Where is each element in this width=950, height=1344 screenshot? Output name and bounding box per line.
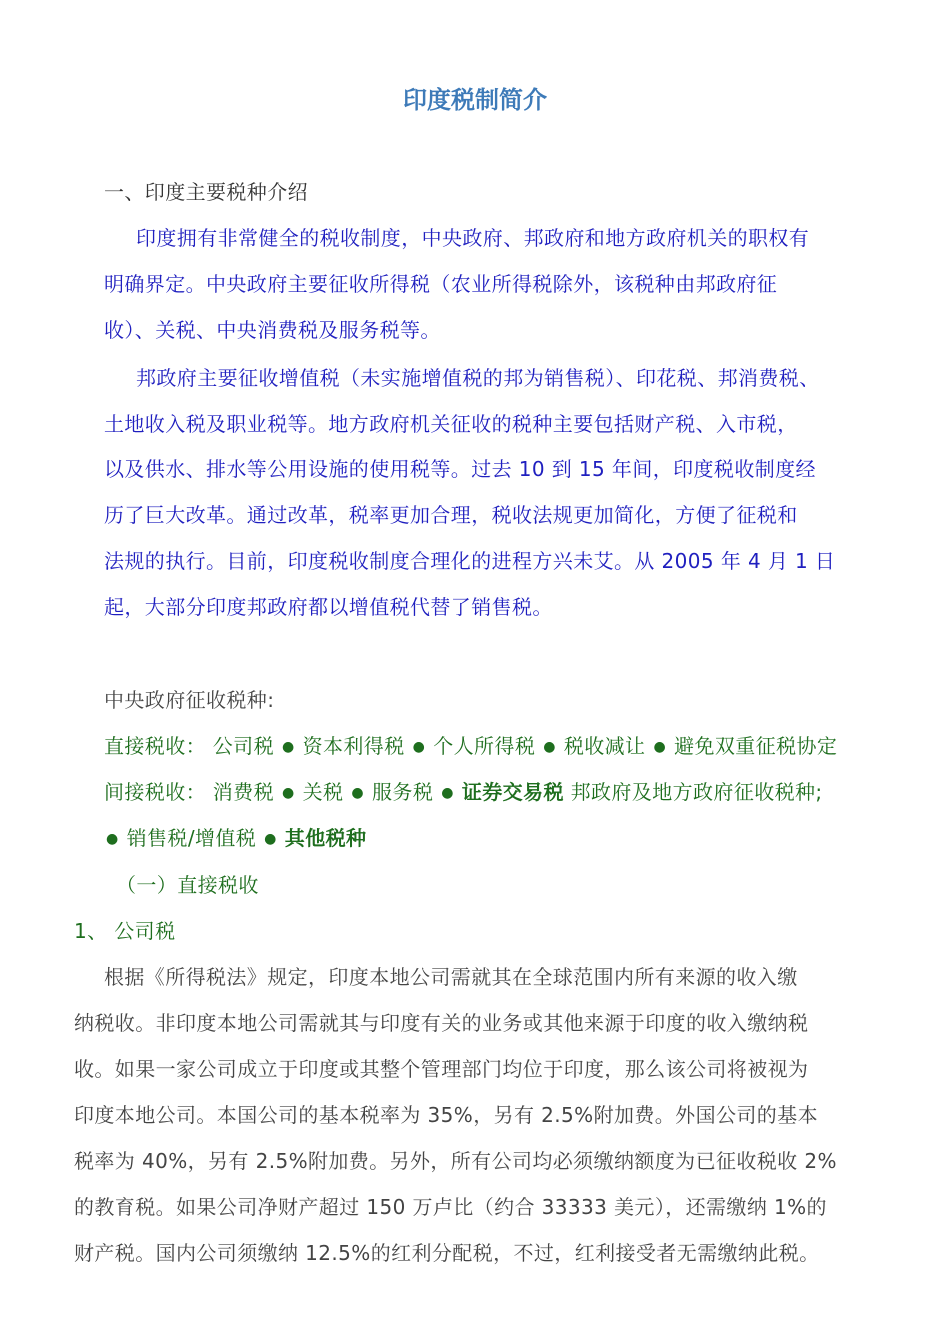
bullet-icon: ●: [412, 739, 426, 755]
para2-line-5: 法规的执行。目前，印度税收制度合理化的进程方兴未艾。从 2005 年 4 月 1 日: [104, 549, 836, 573]
para2-line-2: 土地收入税及职业税等。地方政府机关征收的税种主要包括财产税、入市税，: [104, 412, 798, 436]
direct-tax-item: 个人所得税: [433, 734, 536, 758]
para2-line-1: 邦政府主要征收增值税（未实施增值税的邦为销售税）、印花税、邦消费税、: [136, 366, 820, 390]
subsection-heading: （一）直接税收: [116, 873, 259, 897]
page-title: 印度税制简介: [403, 86, 547, 114]
bullet-icon: ●: [281, 785, 295, 801]
direct-tax-item: 税收减让: [563, 734, 646, 758]
indirect-taxes-line: [104, 778, 823, 807]
bullet-icon: ●: [281, 739, 295, 755]
state-tax-item: 销售税/增值税: [126, 826, 257, 850]
item-heading: 1、 公司税: [74, 919, 176, 943]
bullet-icon: ●: [653, 739, 667, 755]
bullet-icon: ●: [106, 831, 119, 847]
para2-line-3: 以及供水、排水等公用设施的使用税等。过去 10 到 15 年间，印度税收制度经: [104, 457, 816, 481]
para3-line-7: 财产税。国内公司须缴纳 12.5%的红利分配税，不过，红利接受者无需缴纳此税。: [74, 1241, 820, 1265]
para2-line-6: 起，大部分印度邦政府都以增值税代替了销售税。: [104, 595, 553, 619]
para2-line-4: 历了巨大改革。通过改革，税率更加合理，税收法规更加简化，方便了征税和: [104, 503, 798, 527]
direct-tax-item: 避免双重征税协定: [674, 734, 838, 758]
para3-line-2: 纳税收。非印度本地公司需就其与印度有关的业务或其他来源于印度的收入缴纳税: [74, 1011, 809, 1035]
bullet-icon: ●: [351, 785, 365, 801]
direct-tax-item: 资本利得税: [302, 734, 405, 758]
para3-line-5: 税率为 40%，另有 2.5%附加费。另外，所有公司均必须缴纳额度为已征收税收 2%: [74, 1149, 837, 1173]
para1-line-1: 印度拥有非常健全的税收制度，中央政府、邦政府和地方政府机关的职权有: [136, 226, 810, 250]
section-heading: 一、印度主要税种介绍: [104, 180, 308, 204]
bullet-icon: ●: [264, 831, 277, 847]
indirect-taxes-label: 间接税收：: [104, 780, 206, 804]
para3-line-1: 根据《所得税法》规定，印度本地公司需就其在全球范围内所有来源的收入缴: [104, 965, 798, 989]
para3-line-3: 收。如果一家公司成立于印度或其整个管理部门均位于印度，那么该公司将被视为: [74, 1057, 809, 1081]
direct-taxes-label: 直接税收：: [104, 734, 206, 758]
indirect-tax-item: 消费税: [212, 780, 274, 804]
indirect-tax-item-bold: 证券交易税: [461, 780, 564, 804]
bullet-icon: ●: [543, 739, 556, 755]
indirect-tax-item: 关税: [302, 780, 344, 804]
para3-line-6: 的教育税。如果公司净财产超过 150 万卢比（约合 33333 美元），还需缴纳 1%的: [74, 1195, 827, 1219]
direct-taxes-line: [104, 732, 837, 761]
bullet-icon: ●: [441, 785, 454, 801]
para3-line-4: 印度本地公司。本国公司的基本税率为 35%，另有 2.5%附加费。外国公司的基本: [74, 1103, 818, 1127]
state-taxes-line: [104, 824, 366, 853]
direct-tax-item: 公司税: [212, 734, 274, 758]
state-tax-item-bold: 其他税种: [284, 826, 367, 850]
para1-line-3: 收）、关税、中央消费税及服务税等。: [104, 318, 441, 342]
central-taxes-label: 中央政府征收税种:: [104, 688, 275, 712]
indirect-tax-item: 服务税: [372, 780, 434, 804]
state-taxes-heading: 邦政府及地方政府征收税种;: [570, 780, 823, 804]
para1-line-2: 明确界定。中央政府主要征收所得税（农业所得税除外，该税种由邦政府征: [104, 272, 778, 296]
